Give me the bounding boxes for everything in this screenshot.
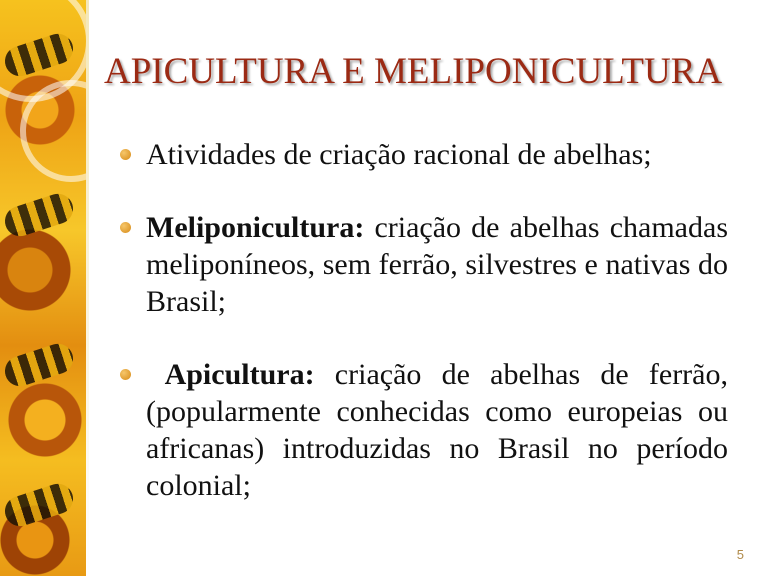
bullet-text: Atividades de criação racional de abelhas; <box>146 138 652 171</box>
bullet-dot-icon <box>120 149 131 160</box>
bullet-item <box>120 136 728 173</box>
slide-title: APICULTURA E MELIPONICULTURA <box>104 51 723 92</box>
bee-icon <box>1 190 77 240</box>
bee-icon <box>1 480 77 530</box>
strip-divider <box>86 0 89 576</box>
bee-icon <box>1 340 77 390</box>
bullet-text: criação de abelhas chamadas meliponíneos, sem ferrão, silvestres e nativas do Brasil; <box>146 211 728 318</box>
bullet-item <box>120 209 728 320</box>
bullet-term: Meliponicultura: <box>146 211 365 244</box>
bullet-list <box>120 136 728 540</box>
bullet-term: Apicultura: <box>146 358 315 391</box>
page-number: 5 <box>736 547 744 562</box>
bullet-dot-icon <box>120 222 131 233</box>
bullet-item <box>120 356 728 504</box>
bullet-text: criação de abelhas de ferrão, (popularmente conhecidas como europeias ou africanas) introduzidas no Brasil no período colonial; <box>146 358 728 502</box>
bullet-dot-icon <box>120 369 131 380</box>
bee-sunflower-image <box>0 0 86 576</box>
